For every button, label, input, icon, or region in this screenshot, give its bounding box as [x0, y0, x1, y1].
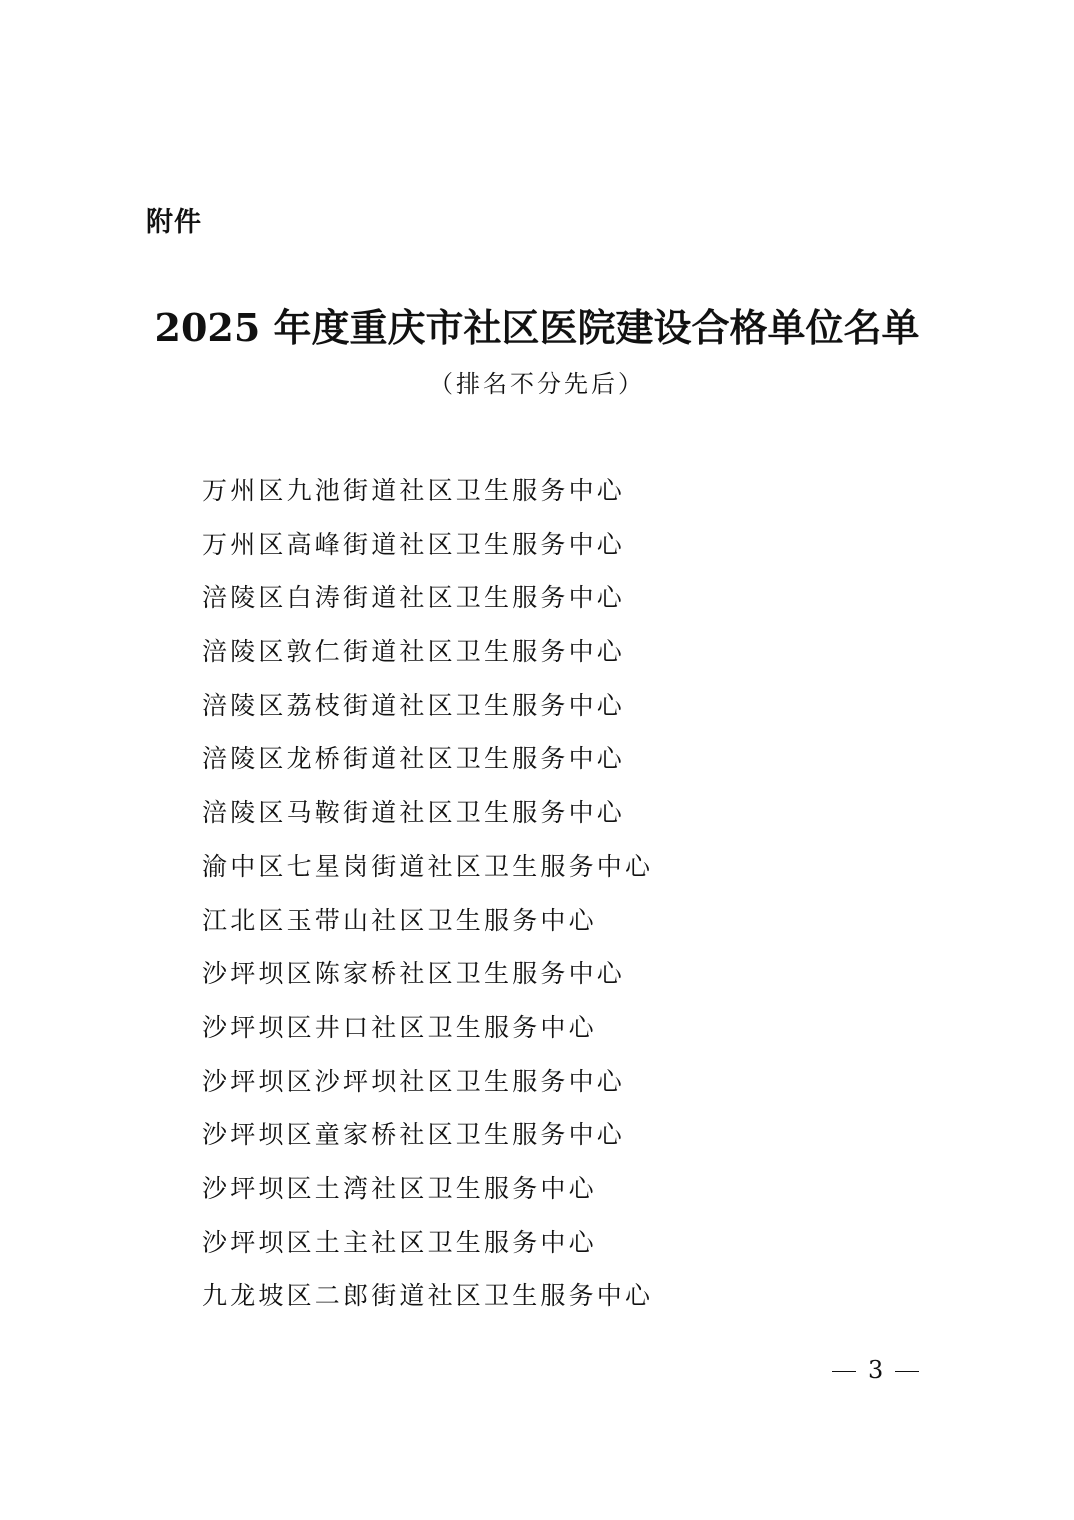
page-number-dash-left — [832, 1371, 856, 1372]
list-item: 江北区玉带山社区卫生服务中心 — [202, 905, 597, 935]
page-number-dash-right — [895, 1371, 919, 1372]
attachment-label: 附件 — [146, 207, 202, 238]
list-item: 涪陵区敦仁街道社区卫生服务中心 — [202, 637, 626, 667]
list-item: 涪陵区龙桥街道社区卫生服务中心 — [202, 744, 626, 774]
list-item: 万州区高峰街道社区卫生服务中心 — [202, 529, 626, 559]
list-item: 渝中区七星岗街道社区卫生服务中心 — [202, 851, 654, 881]
unit-list — [202, 470, 653, 1329]
list-item: 沙坪坝区土主社区卫生服务中心 — [202, 1227, 597, 1257]
list-item: 沙坪坝区土湾社区卫生服务中心 — [202, 1173, 597, 1203]
list-item: 涪陵区白涛街道社区卫生服务中心 — [202, 583, 626, 613]
list-item: 九龙坡区二郎街道社区卫生服务中心 — [202, 1281, 654, 1311]
list-item: 沙坪坝区井口社区卫生服务中心 — [202, 1012, 597, 1042]
document-title: 2025 年度重庆市社区医院建设合格单位名单 — [154, 305, 920, 350]
list-item: 万州区九池街道社区卫生服务中心 — [202, 476, 626, 505]
list-item: 沙坪坝区童家桥社区卫生服务中心 — [202, 1120, 626, 1150]
list-item: 涪陵区马鞍街道社区卫生服务中心 — [202, 798, 626, 828]
list-item: 沙坪坝区陈家桥社区卫生服务中心 — [202, 959, 626, 989]
document-subtitle: （排名不分先后） — [429, 370, 645, 398]
page-number-value: 3 — [868, 1356, 884, 1384]
page-number — [820, 1354, 931, 1386]
list-item: 涪陵区荔枝街道社区卫生服务中心 — [202, 690, 626, 720]
list-item: 沙坪坝区沙坪坝社区卫生服务中心 — [202, 1066, 626, 1096]
